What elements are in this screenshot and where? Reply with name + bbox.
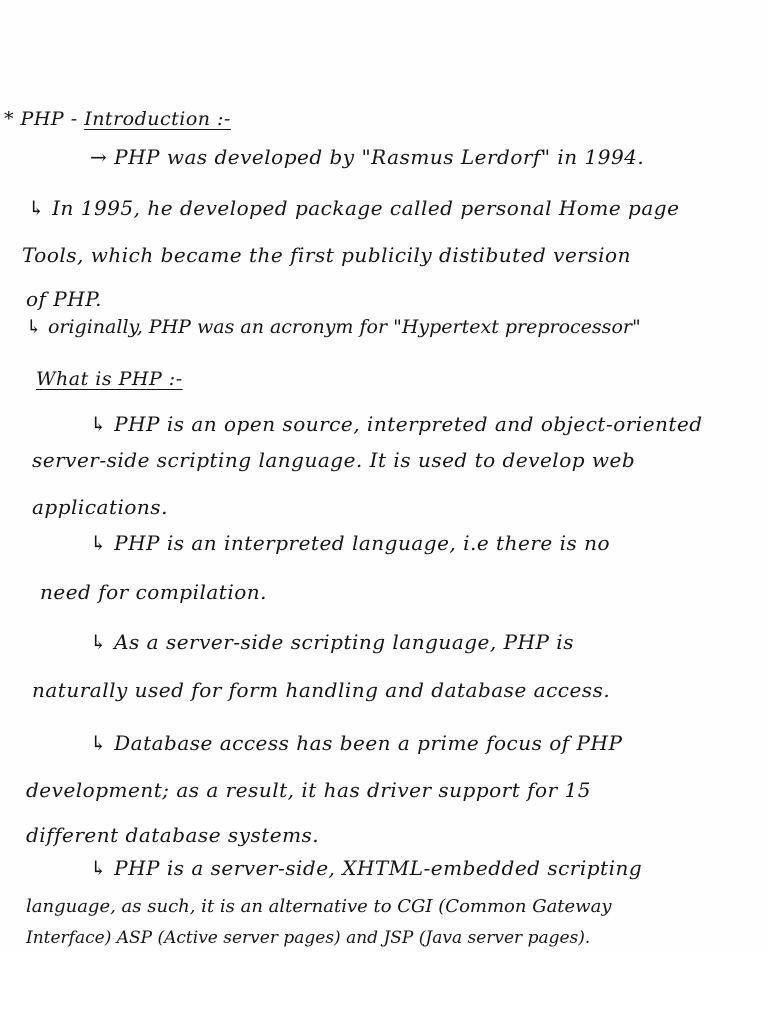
note-line-11: ↳ As a server-side scripting language, PHP is <box>90 630 574 654</box>
note-line-14: development; as a result, it has driver support for 15 <box>26 778 591 802</box>
heading-title: Introduction :- <box>84 108 231 130</box>
heading-prefix: PHP - <box>20 108 85 130</box>
note-line-4: of PHP. <box>26 287 102 311</box>
page-bottom-margin <box>0 952 768 1024</box>
note-line-17: language, as such, it is an alternative to CGI (Common Gateway <box>26 896 612 917</box>
section-heading <box>4 110 231 129</box>
subheading: What is PHP :- <box>36 368 183 390</box>
note-line-13: ↳ Database access has been a prime focus of PHP <box>90 731 623 755</box>
note-line-9: ↳ PHP is an interpreted language, i.e there is no <box>90 531 611 555</box>
heading-marker: * <box>4 108 21 130</box>
note-line-16: ↳ PHP is a server-side, XHTML-embedded scripting <box>90 856 643 880</box>
note-line-18: Interface) ASP (Active server pages) and JSP (Java server pages). <box>26 928 591 948</box>
note-line-5: ↳ originally, PHP was an acronym for "Hypertext preprocessor" <box>26 316 641 338</box>
note-line-8: applications. <box>32 495 168 519</box>
note-line-12: naturally used for form handling and database access. <box>32 678 611 702</box>
note-line-1: → PHP was developed by "Rasmus Lerdorf" in 1994. <box>90 145 645 169</box>
note-line-10: need for compilation. <box>40 580 268 604</box>
note-line-7: server-side scripting language. It is used to develop web <box>32 448 636 472</box>
note-line-3: Tools, which became the first publicily distibuted version <box>22 243 631 267</box>
note-line-6: ↳ PHP is an open source, interpreted and object-oriented <box>90 412 703 436</box>
note-line-2: ↳ In 1995, he developed package called personal Home page <box>28 196 680 220</box>
note-line-15: different database systems. <box>26 823 320 847</box>
